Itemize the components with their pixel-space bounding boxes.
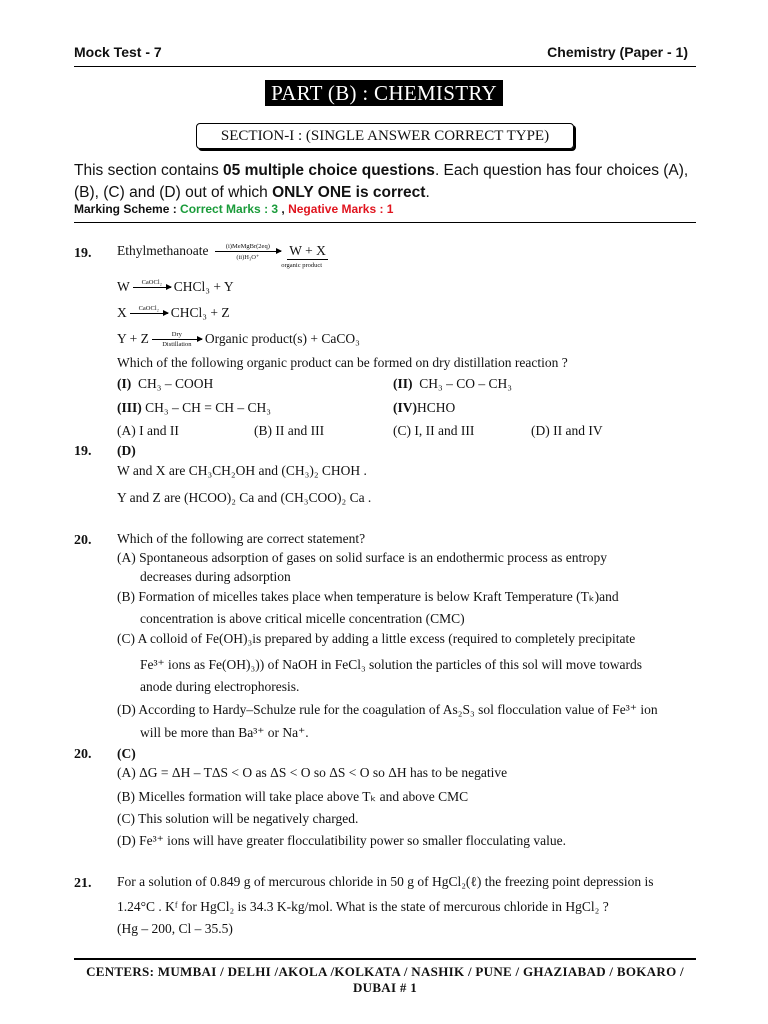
q21-line-3: (Hg – 200, Cl – 35.5) [117, 921, 233, 936]
item-label: (IV) [393, 400, 417, 415]
header-test-name: Mock Test - 7 [74, 44, 162, 60]
q19-item-3 [117, 400, 271, 416]
q19-choice-c[interactable]: (C) I, II and III [393, 423, 475, 438]
q20-option-c-line-3: anode during electrophoresis. [140, 679, 300, 694]
answer-19-line-1: W and X are CH₃CH₂OH and (CH₃)₂ CHOH . [117, 463, 367, 478]
q19-reactant: Ethylmethanoate [117, 243, 209, 258]
q19-reaction-4 [117, 331, 360, 347]
negative-marks: Negative Marks : 1 [288, 202, 394, 216]
q20-option-c-line-2: Fe³⁺ ions as Fe(OH)₃)) of NaOH in FeCl₃ solution the particles of this sol will move towards [140, 657, 643, 672]
question-number-19: 19. [74, 246, 92, 261]
item-text: CH₃ – COOH [138, 376, 214, 391]
answer-20-line-2: (B) Micelles formation will take place above Tₖ and above CMC [117, 789, 469, 804]
section-title: SECTION-I : (SINGLE ANSWER CORRECT TYPE) [196, 123, 574, 149]
answer-19-line-2: Y and Z are (HCOO)₂ Ca and (CH₃COO)₂ Ca . [117, 490, 372, 505]
q20-option-d-line-2: will be more than Ba³⁺ or Na⁺. [140, 725, 309, 740]
q21-line-1: For a solution of 0.849 g of mercurous chloride in 50 g of HgCl₂(ℓ) the freezing point depression is [117, 874, 654, 889]
marking-scheme [74, 202, 393, 216]
q19-choice-a[interactable]: (A) I and II [117, 423, 179, 438]
part-title-text: PART (B) : CHEMISTRY [265, 80, 503, 106]
correct-marks: Correct Marks : 3 [180, 202, 279, 216]
q20-option-c-line-1[interactable]: (C) A colloid of Fe(OH)₃is prepared by adding a little excess (required to completely precipitate [117, 631, 636, 646]
section-instructions [74, 160, 694, 204]
footer-rule [74, 958, 696, 960]
item-label: (II) [393, 376, 413, 391]
q19-choice-d[interactable]: (D) II and IV [531, 423, 603, 438]
intro-text-2: . Each question has four choices (A), (B), (C) and (D) out of which [74, 162, 689, 201]
marking-label: Marking Scheme : [74, 202, 181, 216]
q19-product [281, 243, 328, 269]
q19-reagent-above: (i)MeMgBr(2eq) [225, 243, 270, 251]
reaction-arrow-icon [152, 331, 202, 349]
reaction-arrow-icon [130, 305, 168, 314]
item-text: HCHO [417, 400, 456, 415]
q19-item-2 [393, 376, 512, 392]
question-number-20: 20. [74, 533, 92, 548]
marking-separator: , [278, 202, 289, 216]
q20-option-d-line-1[interactable]: (D) According to Hardy–Schulze rule for the coagulation of As₂S₃ sol flocculation value of Fe³⁺ ion [117, 702, 658, 717]
answer-20-line-1: (A) ΔG = ΔH – TΔS < O as ΔS < O so ΔS < O so ΔH has to be negative [117, 765, 508, 780]
answer-19-choice: (D) [117, 443, 136, 458]
reaction-arrow-icon [133, 279, 171, 288]
q20-option-a-line-1[interactable]: (A) Spontaneous adsorption of gases on solid surface is an endothermic process as entropy [117, 550, 608, 565]
q19-reaction-1 [117, 243, 328, 269]
answer-number-19: 19. [74, 444, 92, 459]
q19-choice-b[interactable]: (B) II and III [254, 423, 325, 438]
q19-item-4 [393, 400, 455, 416]
item-text: CH₃ – CH = CH – CH₃ [145, 400, 271, 415]
r1-lhs: W [117, 279, 130, 294]
r2-reagent: CaOCl₂ [138, 305, 159, 313]
item-label: (III) [117, 400, 142, 415]
r3-rhs: Organic product(s) + CaCO₃ [204, 331, 360, 346]
question-number-21: 21. [74, 876, 92, 891]
q20-question-text: Which of the following are correct statement? [117, 531, 366, 546]
r3-below: Distillation [162, 341, 192, 349]
intro-bold-2: ONLY ONE is correct [272, 184, 426, 201]
r2-rhs: CHCl₃ + Z [170, 305, 230, 320]
item-text: CH₃ – CO – CH₃ [419, 376, 512, 391]
marking-rule [74, 222, 696, 223]
intro-bold-1: 05 multiple choice questions [223, 162, 435, 179]
q19-product-text: W + X [289, 243, 326, 258]
q21-line-2: 1.24°C . Kᶠ for HgCl₂ is 34.3 K-kg/mol. What is the state of mercurous chloride in HgCl₂ ? [117, 899, 609, 914]
q20-option-b-line-2: concentration is above critical micelle concentration (CMC) [140, 611, 465, 626]
q19-question-text: Which of the following organic product can be formed on dry distillation reaction ? [117, 355, 568, 370]
reaction-arrow-icon [215, 243, 281, 262]
q19-reaction-2 [117, 279, 234, 295]
intro-text-3: . [425, 184, 430, 201]
r3-above: Dry [171, 331, 182, 339]
r3-lhs: Y + Z [117, 331, 149, 346]
q20-option-a-line-2: decreases during adsorption [140, 569, 291, 584]
answer-20-line-3: (C) This solution will be negatively charged. [117, 811, 359, 826]
header-subject: Chemistry (Paper - 1) [547, 44, 688, 60]
r1-rhs: CHCl₃ + Y [173, 279, 234, 294]
intro-text-1: This section contains [74, 162, 224, 179]
q20-option-b-line-1[interactable]: (B) Formation of micelles takes place when temperature is below Kraft Temperature (Tₖ)and [117, 589, 619, 604]
footer-centers: CENTERS: MUMBAI / DELHI /AKOLA /KOLKATA / NASHIK / PUNE / GHAZIABAD / BOKARO / DUBAI # 1 [86, 964, 684, 995]
q19-reaction-3 [117, 305, 230, 321]
answer-20-choice: (C) [117, 746, 136, 761]
answer-number-20: 20. [74, 747, 92, 762]
r1-reagent: CaOCl₂ [141, 279, 162, 287]
q19-reagent-below: (ii)H₃O⁺ [236, 254, 260, 262]
item-label: (I) [117, 376, 132, 391]
part-title [0, 80, 768, 106]
answer-20-line-4: (D) Fe³⁺ ions will have greater flocculatibility power so smaller flocculating value. [117, 833, 567, 848]
q19-item-1 [117, 376, 213, 392]
header-rule [74, 66, 696, 67]
r2-lhs: X [117, 305, 127, 320]
q19-product-note: organic product [281, 262, 323, 269]
